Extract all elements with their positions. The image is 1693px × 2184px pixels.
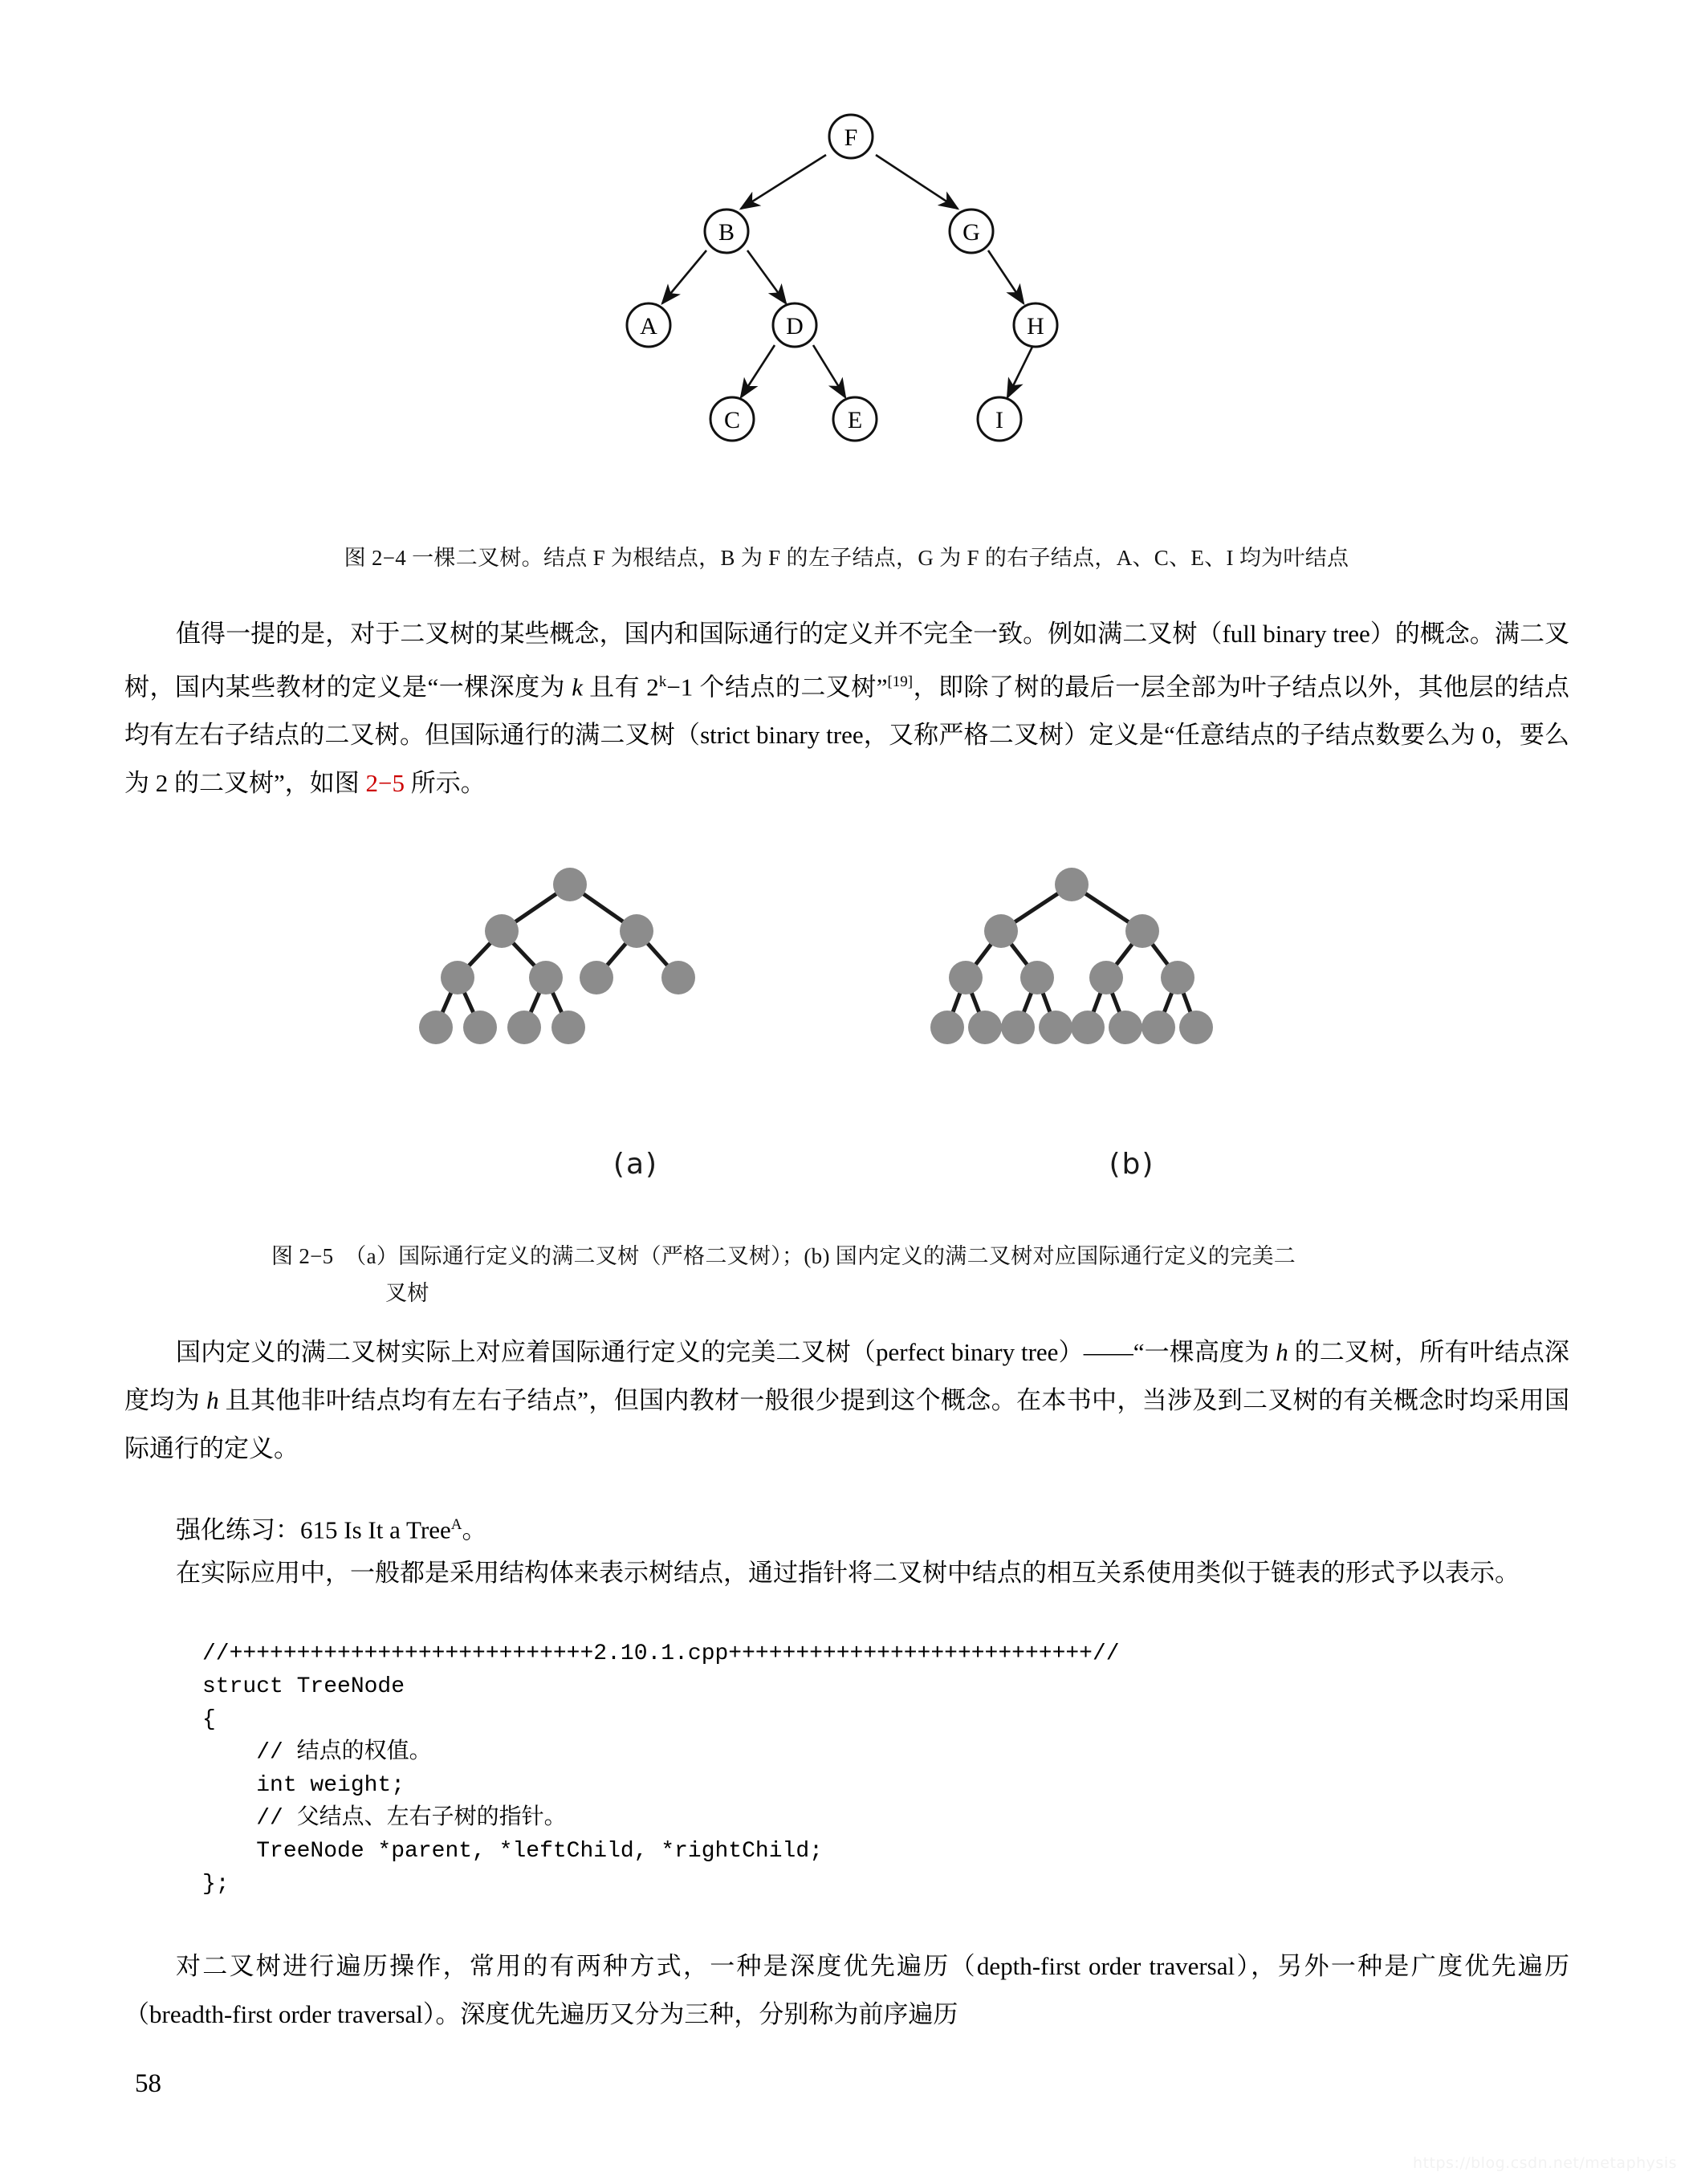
code-block bbox=[202, 1637, 1535, 1901]
code-line: //+++++++++++++++++++++++++++2.10.1.cpp+++++++++++++++++++++++++++// bbox=[202, 1641, 1120, 1666]
tree-b-node bbox=[949, 961, 983, 994]
variable-k-1: k bbox=[572, 673, 583, 702]
figure-2-4-edges bbox=[662, 155, 1033, 397]
variable-h-2: h bbox=[206, 1386, 219, 1414]
svg-text:D: D bbox=[785, 313, 804, 340]
paragraph-4 bbox=[124, 1549, 1569, 1597]
paragraph-2-text-b: 的二叉树，所有叶结点深度均为 bbox=[124, 1338, 1570, 1414]
paragraph-5 bbox=[124, 1942, 1569, 2039]
tree-node-H bbox=[1014, 303, 1057, 347]
tree-a-node bbox=[620, 914, 653, 948]
figure-2-5-label-a: (a) bbox=[612, 1148, 659, 1181]
tree-b-node bbox=[1142, 1011, 1175, 1044]
tree-a-node bbox=[551, 1011, 585, 1044]
paragraph-1-text-c: −1 个结点的二叉树” bbox=[666, 673, 888, 702]
paragraph-1 bbox=[124, 610, 1569, 807]
paragraph-2 bbox=[124, 1328, 1569, 1473]
paragraph-1-text-b: 且有 2 bbox=[582, 673, 659, 702]
figure-2-4 bbox=[0, 112, 1693, 538]
tree-a-node bbox=[441, 961, 474, 994]
tree-a-node bbox=[529, 961, 563, 994]
tree-b-node bbox=[1125, 914, 1159, 948]
svg-text:B: B bbox=[718, 219, 735, 246]
code-line: // 结点的权值。 bbox=[202, 1740, 432, 1765]
svg-text:C: C bbox=[723, 407, 740, 433]
variable-h-1: h bbox=[1276, 1338, 1288, 1366]
figure-2-4-caption: 图 2−4 一棵二叉树。结点 F 为根结点，B 为 F 的左子结点，G 为 F 的右子结点，A、C、E、I 均为叶结点 bbox=[344, 546, 1349, 570]
reference-marker-19: [19] bbox=[887, 673, 914, 690]
paragraph-5-text: 对二叉树进行遍历操作，常用的有两种方式，一种是深度优先遍历（depth-first order traversal），另外一种是广度优先遍历（breadth-first order traversal）。深度优先遍历又分为三种，分别称为前序遍历 bbox=[124, 1952, 1569, 2028]
figure-2-5-tree-b bbox=[930, 868, 1213, 1044]
tree-b-nodes bbox=[930, 868, 1213, 1044]
tree-a-node bbox=[463, 1011, 497, 1044]
svg-text:F: F bbox=[844, 124, 857, 151]
paragraph-2-text-a: 国内定义的满二叉树实际上对应着国际通行定义的完美二叉树（perfect binary tree）——“一棵高度为 bbox=[176, 1338, 1276, 1366]
figure-2-5 bbox=[0, 867, 1693, 1204]
paragraph-4-text: 在实际应用中，一般都是采用结构体来表示树结点，通过指针将二叉树中结点的相互关系使用类似于链表的形式予以表示。 bbox=[176, 1559, 1520, 1587]
figure-2-5-caption bbox=[271, 1238, 1524, 1312]
tree-a-nodes bbox=[419, 868, 695, 1044]
exercise-text-end: 。 bbox=[462, 1515, 487, 1544]
tree-a-node bbox=[485, 914, 519, 948]
tree-b-node bbox=[1020, 961, 1054, 994]
tree-a-node bbox=[661, 961, 695, 994]
tree-node-F bbox=[829, 115, 873, 158]
watermark: https://blog.csdn.net/metaphysis bbox=[1413, 2154, 1677, 2172]
code-line: { bbox=[202, 1707, 216, 1732]
tree-b-node bbox=[1039, 1011, 1072, 1044]
tree-node-D bbox=[773, 303, 816, 347]
tree-b-node bbox=[968, 1011, 1002, 1044]
paragraph-1-text-e: 所示。 bbox=[405, 769, 486, 798]
tree-b-node bbox=[984, 914, 1018, 948]
code-line: }; bbox=[202, 1872, 230, 1897]
exercise-difficulty-marker: A bbox=[450, 1516, 462, 1533]
code-line: struct TreeNode bbox=[202, 1674, 405, 1699]
tree-node-I bbox=[978, 397, 1021, 441]
code-line: TreeNode *parent, *leftChild, *rightChild; bbox=[202, 1839, 823, 1864]
svg-text:A: A bbox=[639, 313, 657, 340]
tree-b-edges bbox=[947, 885, 1196, 1027]
tree-a-node bbox=[580, 961, 613, 994]
paragraph-3-exercise bbox=[124, 1501, 1569, 1554]
tree-node-A bbox=[627, 303, 670, 347]
tree-node-E bbox=[833, 397, 877, 441]
paragraph-2-text-c: 且其他非叶结点均有左右子结点”，但国内教材一般很少提到这个概念。在本书中，当涉及到二叉树的有关概念时均采用国际通行的定义。 bbox=[124, 1386, 1569, 1462]
tree-b-node bbox=[1161, 961, 1194, 994]
tree-a-node bbox=[419, 1011, 453, 1044]
figure-cross-reference[interactable]: 2−5 bbox=[365, 769, 405, 798]
tree-b-node bbox=[1055, 868, 1089, 901]
tree-a-edges bbox=[436, 885, 678, 1027]
figure-2-5-label-b: (b) bbox=[1109, 1148, 1155, 1181]
paragraph-1-text-d: ，即除了树的最后一层全部为叶子结点以外，其他层的结点均有左右子结点的二叉树。但国际通行的满二叉树（strict binary tree，又称严格二叉树）定义是“任意结点的子结点数要么为 0，要么为 2 的二叉树”，如图 bbox=[124, 673, 1570, 798]
tree-node-G bbox=[950, 209, 993, 253]
tree-node-B bbox=[705, 209, 748, 253]
figure-2-5-caption-line-2: 叉树 bbox=[385, 1281, 429, 1305]
page-number: 58 bbox=[135, 2069, 161, 2098]
paragraph-1-text-a: 值得一提的是，对于二叉树的某些概念，国内和国际通行的定义并不完全一致。例如满二叉树（full binary tree）的概念。满二叉树，国内某些教材的定义是“一棵深度为 bbox=[124, 620, 1569, 702]
code-line: int weight; bbox=[202, 1773, 405, 1798]
svg-text:E: E bbox=[847, 407, 862, 433]
exponent-k: k bbox=[658, 673, 667, 690]
tree-b-node bbox=[1109, 1011, 1142, 1044]
svg-text:H: H bbox=[1026, 313, 1044, 340]
tree-b-node bbox=[1089, 961, 1123, 994]
figure-2-5-caption-line-1: 图 2−5 （a）国际通行定义的满二叉树（严格二叉树）；(b) 国内定义的满二叉树对应国际通行定义的完美二 bbox=[271, 1244, 1296, 1268]
tree-node-C bbox=[710, 397, 754, 441]
tree-a-node bbox=[507, 1011, 541, 1044]
code-line: // 父结点、左右子树的指针。 bbox=[202, 1806, 567, 1831]
figure-2-5-tree-a bbox=[419, 868, 695, 1044]
svg-text:I: I bbox=[995, 407, 1003, 433]
svg-text:G: G bbox=[962, 219, 980, 246]
tree-b-node bbox=[1001, 1011, 1035, 1044]
tree-b-node bbox=[930, 1011, 964, 1044]
tree-a-node bbox=[553, 868, 587, 901]
exercise-text: 强化练习：615 Is It a Tree bbox=[176, 1515, 451, 1544]
tree-b-node bbox=[1179, 1011, 1213, 1044]
tree-b-node bbox=[1071, 1011, 1105, 1044]
